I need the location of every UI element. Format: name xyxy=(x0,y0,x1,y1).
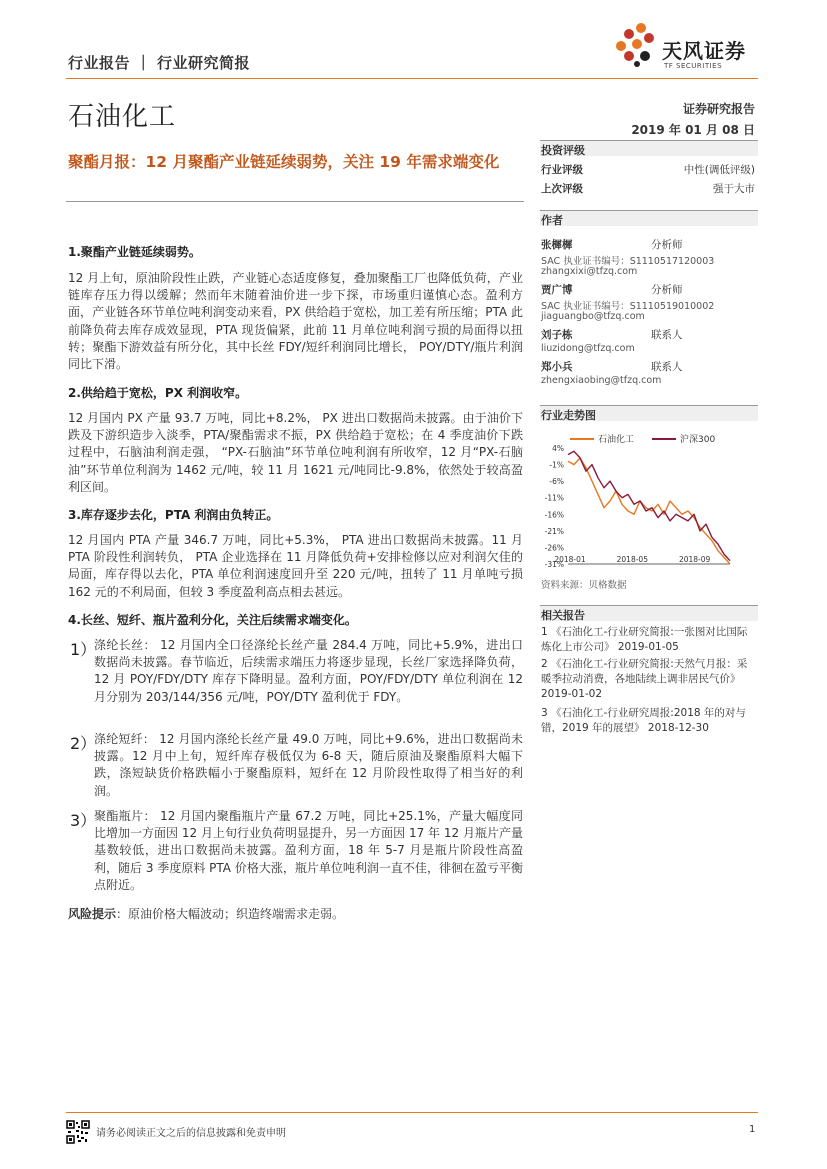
report-category: 行业报告 ｜ 行业研究简报 xyxy=(68,54,250,72)
y-tick-label: -31% xyxy=(544,560,564,569)
y-tick-label: -6% xyxy=(549,477,564,487)
author-name: 贾广博 xyxy=(541,284,573,296)
report-type: 证券研究报告 xyxy=(682,102,755,116)
footer-divider xyxy=(66,1112,758,1113)
author-cert: SAC 执业证书编号：S1110519010002 xyxy=(541,301,715,312)
industry-rating-value: 中性(调低评级) xyxy=(683,164,755,176)
rating-title: 投资评级 xyxy=(541,144,585,157)
series-line xyxy=(568,451,730,560)
y-tick-label: 4% xyxy=(552,444,564,453)
report-date: 2019 年 01 月 08 日 xyxy=(631,123,755,137)
author-email[interactable]: liuzidong@tfzq.com xyxy=(541,343,635,354)
author-email[interactable]: zhengxiaobing@tfzq.com xyxy=(541,375,662,386)
list-item: 聚酯瓶片： 12 月国内聚酯瓶片产量 67.2 万吨，同比+25.1%，产量大幅度同比增加一方面因 12 月上旬行业负荷明显提升，另一方面因 17 年 12 月瓶片产量基数较低，进出口数据尚未披露。盈利方面，18 年 5-7 月是瓶片阶段性高盈利，随后 3 季度原料 PTA 价格大涨，瓶片单位吨利润一直不佳，徘徊在盈亏平衡点附近。 xyxy=(94,809,523,892)
x-tick-label: 2018-05 xyxy=(616,555,648,564)
list-item-number: 2） xyxy=(70,734,97,753)
author-role: 联系人 xyxy=(651,361,683,373)
sector-title: 石油化工 xyxy=(68,102,177,132)
related-title: 相关报告 xyxy=(541,609,585,622)
last-rating-label: 上次评级 xyxy=(541,183,583,195)
trend-title: 行业走势图 xyxy=(541,409,596,422)
section-body: 12 月上旬，原油阶段性止跌，产业链心态适度修复，叠加聚酯工厂也降低负荷，产业链库存压力得以缓解；然而年末随着油价进一步下探，市场重归谨慎心态。盈利方面，产业链各环节单位吨利润变动来看，PX 供给趋于宽松，加工差有所压缩；PTA 此前降负荷去库存成效显现，PTA 现货偏紧，此前 11 月单位吨利润亏损的局面得以扭转；聚酯下游效益有所分化，其中长丝 FDY/短纤利润同比增长， POY/DTY/瓶片利润同比下滑。 xyxy=(68,271,523,372)
y-tick-label: -1% xyxy=(549,460,564,470)
chart-y-axis xyxy=(545,444,564,569)
chart-x-axis xyxy=(554,555,710,564)
y-tick-label: -26% xyxy=(544,543,564,553)
risk-label: 风险提示 xyxy=(68,907,117,921)
y-tick-label: -21% xyxy=(544,526,564,536)
risk-warning xyxy=(68,905,344,922)
author-email[interactable]: zhangxixi@tfzq.com xyxy=(541,266,638,277)
author-cert: SAC 执业证书编号：S1110517120003 xyxy=(541,256,715,267)
legend-label: 沪深300 xyxy=(680,435,716,445)
author-name: 刘子栋 xyxy=(541,329,573,341)
title-divider xyxy=(66,201,524,202)
chart-legend xyxy=(570,433,715,445)
list-item-number: 3） xyxy=(70,811,97,830)
list-item-number: 1） xyxy=(70,640,97,659)
author-role: 联系人 xyxy=(651,329,683,341)
report-title: 聚酯月报：12 月聚酯产业链延续弱势，关注 19 年需求端变化 xyxy=(68,153,500,171)
y-tick-label: -16% xyxy=(544,510,564,520)
related-report-link[interactable]: 1 《石油化工-行业研究简报:一张图对比国际炼化上市公司》 2019-01-05 xyxy=(541,626,748,653)
author-role: 分析师 xyxy=(651,284,683,296)
risk-text: ：原油价格大幅波动；织造终端需求走弱。 xyxy=(116,907,345,921)
section-body: 12 月国内 PTA 产量 346.7 万吨，同比+5.3%， PTA 进出口数据尚未披露。11 月 PTA 阶段性利润转负， PTA 企业选择在 11 月降低负荷+安排检修以应对利润欠佳的局面，库存得以去化，PTA 单位利润速度回升至 220 元/吨，扭转了 11 月单吨亏损 162 元的不利局面，但较 3 季度盈利高点相去甚远。 xyxy=(68,533,523,599)
chart-series xyxy=(568,451,730,564)
logo-mark xyxy=(611,20,659,68)
chart-source: 资料来源：贝格数据 xyxy=(541,580,627,591)
last-rating-value: 强于大市 xyxy=(713,183,755,195)
page-number: 1 xyxy=(749,1124,756,1135)
author-name: 郑小兵 xyxy=(541,361,573,373)
author-name: 张樨樨 xyxy=(541,239,573,251)
legend-label: 石油化工 xyxy=(598,435,635,445)
section-heading: 4.长丝、短纤、瓶片盈利分化，关注后续需求端变化。 xyxy=(68,613,357,627)
list-item: 涤纶长丝： 12 月国内全口径涤纶长丝产量 284.4 万吨，同比+5.9%，进出口数据尚未披露。春节临近，后续需求端压力将逐步显现，长丝厂家选择降负荷， 12 月 POY/FDY/DTY 库存下降明显。盈利方面，POY/FDY/DTY 单位利润在 12 月分别为 203/144/356 元/吨，POY/DTY 盈利优于 FDY。 xyxy=(94,638,523,704)
header-divider xyxy=(66,78,758,79)
footer-notice: 请务必阅读正文之后的信息披露和免责申明 xyxy=(96,1128,286,1139)
related-report-link[interactable]: 3 《石油化工-行业研究周报:2018 年的对与错，2019 年的展望》 2018-12-30 xyxy=(541,707,746,734)
qr-code-icon xyxy=(66,1120,90,1144)
section-body: 12 月国内 PX 产量 93.7 万吨，同比+8.2%， PX 进出口数据尚未披露。由于油价下跌及下游织造步入淡季，PTA/聚酯需求不振，PX 供给趋于宽松；在 4 季度油价下跌过程中，石脑油利润走强， “PX-石脑油”环节单位吨利润有所收窄，12 月“PX-石脑油”环节单位利润为 1462 元/吨，较 11 月 1621 元/吨同比-9.8%，依然处于较高盈利区间。 xyxy=(68,411,523,494)
authors-header-bg xyxy=(540,211,758,226)
related-report-link[interactable]: 2 《石油化工-行业研究简报:天然气月报：采暖季拉动消费，各地陆续上调非居民气价》 2019-01-02 xyxy=(541,658,748,700)
logo-name: 天风证券 xyxy=(662,39,746,63)
trend-chart xyxy=(540,424,758,570)
industry-rating-label: 行业评级 xyxy=(541,164,583,176)
section-heading: 3.库存逐步去化，PTA 利润由负转正。 xyxy=(68,508,279,522)
section-heading: 2.供给趋于宽松，PX 利润收窄。 xyxy=(68,386,248,400)
author-role: 分析师 xyxy=(651,239,683,251)
authors-title: 作者 xyxy=(541,214,563,227)
y-tick-label: -11% xyxy=(544,493,564,503)
author-email[interactable]: jiaguangbo@tfzq.com xyxy=(541,311,645,322)
x-tick-label: 2018-01 xyxy=(554,555,586,564)
series-line xyxy=(568,458,730,564)
x-tick-label: 2018-09 xyxy=(678,555,711,564)
logo-english: TF SECURITIES xyxy=(664,62,723,70)
section-heading: 1.聚酯产业链延续弱势。 xyxy=(68,245,201,259)
list-item: 涤纶短纤： 12 月国内涤纶长丝产量 49.0 万吨，同比+9.6%，进出口数据尚未披露。12 月中上旬，短纤库存极低仅为 6-8 天，随后原油及聚酯原料大幅下跌，涤短缺货价格跌幅小于聚酯原料，短纤在 12 月阶段性取得了相当好的利润。 xyxy=(94,732,523,798)
